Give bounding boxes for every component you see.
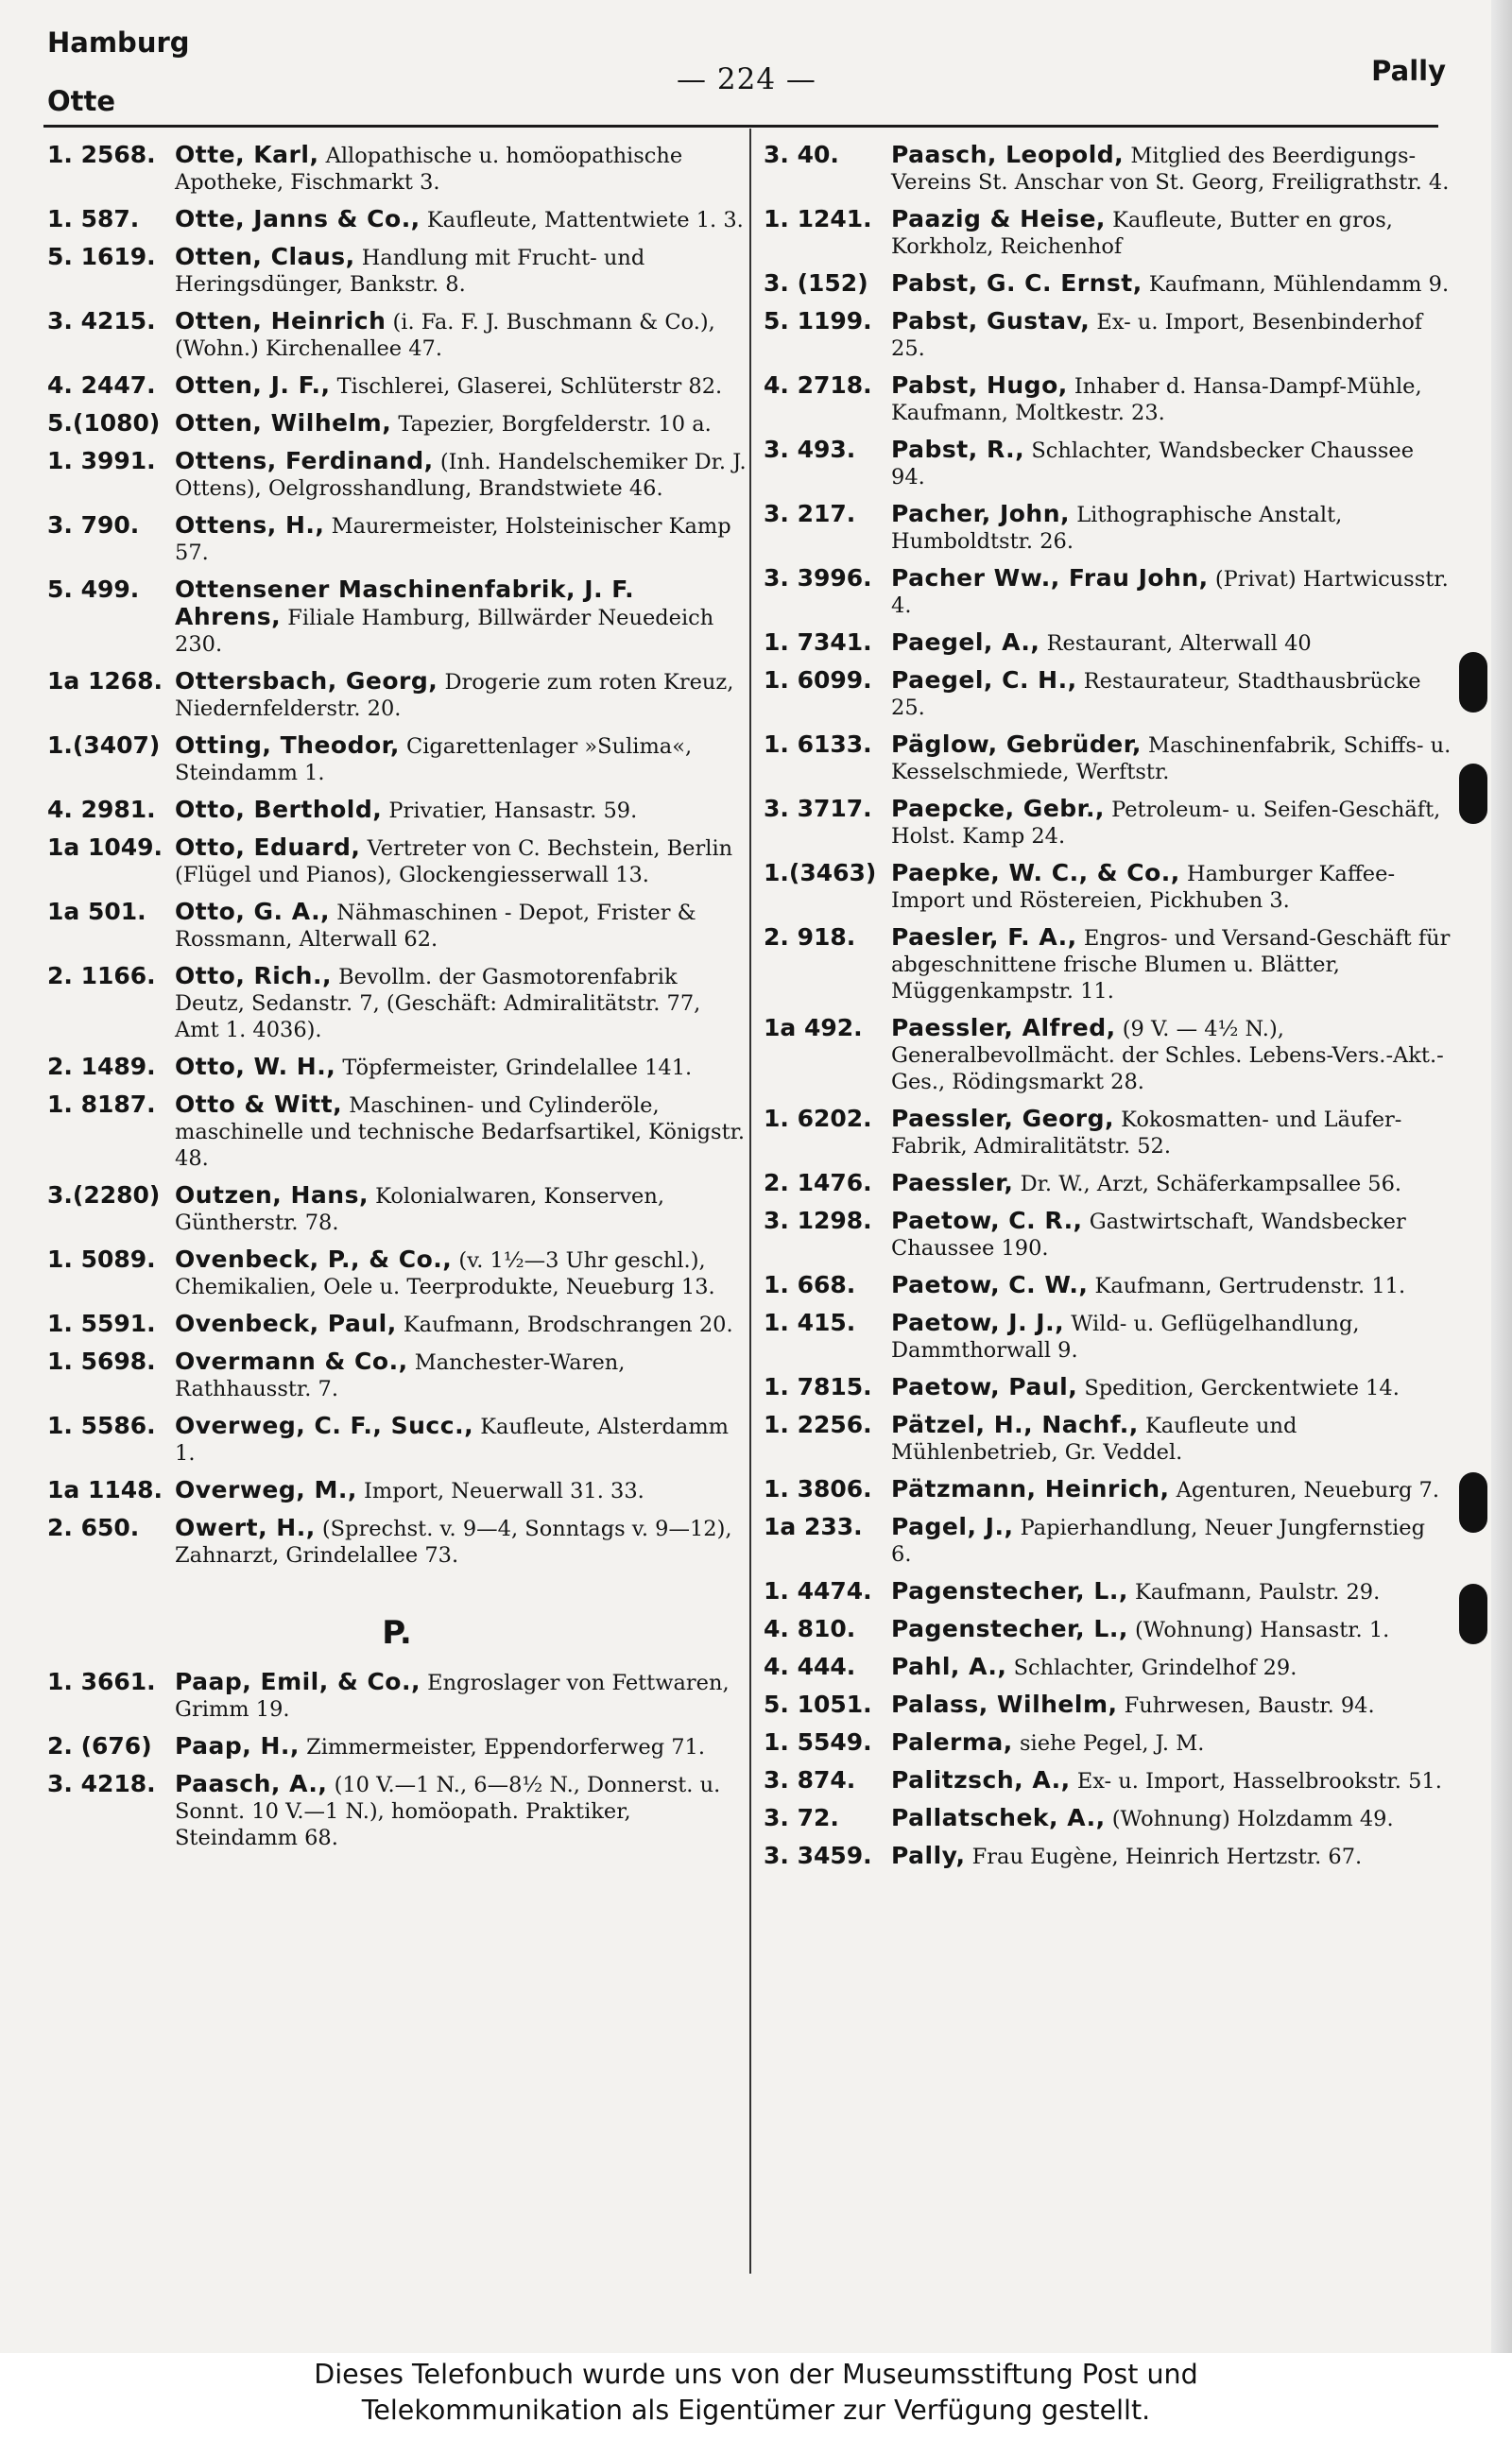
- directory-entry: [47, 206, 747, 233]
- subscriber-name: Paetow, Paul,: [891, 1373, 1078, 1400]
- subscriber-name: Paetow, C. R.,: [891, 1207, 1083, 1234]
- subscriber-name: Paap, Emil, & Co.,: [175, 1668, 421, 1695]
- phone-number: 5. 499.: [47, 575, 140, 603]
- directory-entry: [764, 1514, 1452, 1568]
- subscriber-details: (Inh. Handelschemiker Dr. J. Ottens), Oelgrosshandlung, Brandstwiete 46.: [175, 450, 747, 501]
- subscriber-details: Schlachter, Wandsbecker Chaussee 94.: [891, 438, 1415, 490]
- subscriber-name: Outzen, Hans,: [175, 1181, 369, 1209]
- directory-entry: [47, 308, 747, 362]
- directory-entry: [764, 731, 1452, 785]
- subscriber-details: Wild- u. Geflügelhandlung, Dammthorwall 9.: [891, 1312, 1360, 1363]
- subscriber-details: Kaufleute, Butter en gros, Korkholz, Reichenhof: [891, 208, 1393, 259]
- subscriber-name: Otten, Heinrich: [175, 307, 387, 335]
- subscriber-details: (9 V. — 4½ N.), Generalbevollmächt. der Schles. Lebens-Vers.-Akt.-Ges., Rödingsmarkt 28.: [891, 1017, 1444, 1094]
- subscriber-details: Tapezier, Borgfelderstr. 10 a.: [398, 412, 712, 437]
- subscriber-details: Spedition, Gerckentwiete 14.: [1084, 1376, 1400, 1400]
- phone-number: 5. 1051.: [764, 1691, 872, 1718]
- subscriber-name: Ottensener Maschinenfabrik, J. F. Ahrens,: [175, 575, 635, 630]
- directory-entry: [47, 448, 747, 502]
- directory-entry: [47, 1771, 747, 1851]
- phone-number: 1. 5586.: [47, 1412, 156, 1439]
- subscriber-name: Otting, Theodor,: [175, 731, 400, 759]
- subscriber-name: Pallatschek, A.,: [891, 1804, 1106, 1831]
- subscriber-details: Tischlerei, Glaserei, Schlüterstr 82.: [336, 374, 723, 399]
- subscriber-details: Kaufleute, Mattentwiete 1. 3.: [426, 208, 744, 232]
- column-divider: [749, 129, 751, 2274]
- subscriber-details: Fuhrwesen, Baustr. 94.: [1124, 1693, 1375, 1718]
- directory-entry: [47, 142, 747, 196]
- subscriber-name: Otto, W. H.,: [175, 1053, 336, 1080]
- directory-entry: [764, 860, 1452, 914]
- subscriber-name: Otte, Janns & Co.,: [175, 205, 421, 232]
- phone-number: 3. (152): [764, 269, 868, 297]
- phone-number: 2. 1489.: [47, 1053, 156, 1080]
- subscriber-details: Filiale Hamburg, Billwärder Neuedeich 230.: [175, 606, 714, 657]
- directory-entry: [764, 1412, 1452, 1466]
- subscriber-name: Paepcke, Gebr.,: [891, 795, 1105, 822]
- footer-line-1: Dieses Telefonbuch wurde uns von der Museumsstiftung Post und: [314, 2359, 1198, 2390]
- subscriber-details: Restaurant, Alterwall 40: [1046, 631, 1312, 656]
- directory-entry: [47, 1091, 747, 1172]
- phone-number: 1a 1148.: [47, 1476, 163, 1503]
- phone-number: 1. 668.: [764, 1271, 856, 1298]
- directory-entry: [47, 1669, 747, 1723]
- directory-entry: [764, 1843, 1452, 1870]
- phone-number: 1. 8187.: [47, 1091, 156, 1118]
- subscriber-details: Hamburger Kaffee-Import und Röstereien, Pickhuben 3.: [891, 862, 1396, 913]
- phone-number: 1. 1241.: [764, 205, 872, 232]
- phone-number: 1. 3991.: [47, 447, 156, 474]
- subscriber-details: Inhaber d. Hansa-Dampf-Mühle, Kaufmann, Moltkestr. 23.: [891, 374, 1422, 425]
- phone-number: 3.(2280): [47, 1181, 161, 1209]
- phone-number: 1a 233.: [764, 1513, 863, 1540]
- subscriber-name: Paesler, F. A.,: [891, 923, 1077, 951]
- phone-number: 1. 5591.: [47, 1310, 156, 1337]
- subscriber-details: Maschinen- und Cylinderöle, maschinelle und technische Bedarfsartikel, Königstr. 48.: [175, 1093, 746, 1171]
- archive-footer: [0, 2353, 1512, 2439]
- directory-entry: [764, 565, 1452, 619]
- subscriber-name: Paap, H.,: [175, 1732, 300, 1760]
- phone-number: 3. 493.: [764, 436, 856, 463]
- phone-number: 1. 5698.: [47, 1348, 156, 1375]
- right-entries: [764, 142, 1452, 1870]
- directory-entry: [47, 372, 747, 400]
- subscriber-name: Paasch, A.,: [175, 1770, 328, 1797]
- phone-number: 3. 1298.: [764, 1207, 872, 1234]
- directory-entry: [47, 732, 747, 786]
- phone-number: 3. 3996.: [764, 564, 872, 592]
- directory-entry: [764, 796, 1452, 850]
- subscriber-name: Pabst, G. C. Ernst,: [891, 269, 1143, 297]
- subscriber-details: Ex- u. Import, Besenbinderhof 25.: [891, 310, 1423, 361]
- subscriber-name: Owert, H.,: [175, 1514, 316, 1541]
- subscriber-details: Agenturen, Neueburg 7.: [1176, 1478, 1439, 1503]
- subscriber-name: Paessler,: [891, 1169, 1014, 1196]
- subscriber-details: Maschinenfabrik, Schiffs- u. Kesselschmiede, Werftstr.: [891, 733, 1452, 784]
- phone-number: 1. 6133.: [764, 730, 872, 758]
- subscriber-details: Kaufleute und Mühlenbetrieb, Gr. Veddel.: [891, 1414, 1297, 1465]
- phone-number: 2. 1166.: [47, 962, 156, 989]
- subscriber-details: Gastwirtschaft, Wandsbecker Chaussee 190.: [891, 1210, 1406, 1261]
- directory-entry: [764, 1805, 1452, 1832]
- directory-entry: [47, 963, 747, 1043]
- subscriber-details: Frau Eugène, Heinrich Hertzstr. 67.: [971, 1845, 1363, 1869]
- subscriber-name: Overweg, M.,: [175, 1476, 357, 1503]
- directory-entry: [764, 206, 1452, 260]
- subscriber-name: Pabst, Hugo,: [891, 371, 1068, 399]
- directory-entry: [764, 270, 1452, 298]
- subscriber-details: Cigarettenlager »Sulima«, Steindamm 1.: [175, 734, 693, 785]
- phone-number: 2. 650.: [47, 1514, 140, 1541]
- directory-entry: [764, 1654, 1452, 1681]
- subscriber-name: Pacher, John,: [891, 500, 1071, 527]
- directory-entry: [764, 1578, 1452, 1606]
- right-column: [764, 142, 1452, 1881]
- subscriber-name: Ovenbeck, P., & Co.,: [175, 1245, 453, 1273]
- subscriber-details: Papierhandlung, Neuer Jungfernstieg 6.: [891, 1516, 1426, 1567]
- subscriber-name: Pacher Ww., Frau John,: [891, 564, 1209, 592]
- subscriber-name: Pabst, Gustav,: [891, 307, 1091, 335]
- subscriber-name: Ovenbeck, Paul,: [175, 1310, 397, 1337]
- range-end: Pally: [1371, 55, 1446, 87]
- directory-entry: [764, 1015, 1452, 1095]
- subscriber-details: Engros- und Versand-Geschäft für abgeschnittene frische Blumen u. Blätter, Müggenkampstr. 11.: [891, 926, 1451, 1004]
- subscriber-details: Mitglied des Beerdigungs-Vereins St. Anschar von St. Georg, Freiligrathstr. 4.: [891, 144, 1450, 195]
- directory-entry: [764, 1374, 1452, 1401]
- subscriber-name: Pagenstecher, L.,: [891, 1577, 1128, 1605]
- phone-number: 3. 790.: [47, 511, 140, 539]
- phone-number: 2. (676): [47, 1732, 152, 1760]
- subscriber-details: (Wohnung) Holzdamm 49.: [1111, 1807, 1394, 1831]
- binding-hole: [1459, 1584, 1487, 1644]
- phone-number: 1. 3661.: [47, 1668, 156, 1695]
- subscriber-name: Paetow, J. J.,: [891, 1309, 1065, 1336]
- subscriber-name: Paepke, W. C., & Co.,: [891, 859, 1180, 886]
- phone-number: 3. 72.: [764, 1804, 839, 1831]
- subscriber-details: Privatier, Hansastr. 59.: [388, 799, 638, 823]
- directory-entry: [764, 1767, 1452, 1795]
- subscriber-name: Otto, Rich.,: [175, 962, 332, 989]
- directory-entry: [47, 512, 747, 566]
- directory-entry: [764, 1476, 1452, 1503]
- subscriber-name: Otten, J. F.,: [175, 371, 331, 399]
- phone-number: 4. 2718.: [764, 371, 872, 399]
- binding-hole: [1459, 1472, 1487, 1533]
- phone-number: 3. 874.: [764, 1766, 856, 1794]
- binding-hole: [1459, 652, 1487, 713]
- subscriber-details: Petroleum- u. Seifen-Geschäft, Holst. Kamp 24.: [891, 798, 1441, 849]
- subscriber-details: Handlung mit Frucht- und Heringsdünger, Bankstr. 8.: [175, 246, 645, 297]
- phone-number: 1. 3806.: [764, 1475, 872, 1503]
- phone-number: 5. 1199.: [764, 307, 872, 335]
- phone-number: 3. 3717.: [764, 795, 872, 822]
- directory-entry: [47, 899, 747, 953]
- phone-number: 1. 4474.: [764, 1577, 872, 1605]
- directory-entry: [764, 1170, 1452, 1197]
- directory-entry: [764, 1272, 1452, 1299]
- phone-number: 1. 6099.: [764, 666, 872, 694]
- subscriber-name: Pätzmann, Heinrich,: [891, 1475, 1170, 1503]
- binding-hole: [1459, 764, 1487, 824]
- subscriber-details: (i. Fa. F. J. Buschmann & Co.), (Wohn.) Kirchenallee 47.: [175, 310, 715, 361]
- header-left: [47, 26, 425, 117]
- subscriber-name: Paessler, Alfred,: [891, 1014, 1116, 1041]
- subscriber-name: Paessler, Georg,: [891, 1105, 1114, 1132]
- phone-number: 5.(1080): [47, 409, 161, 437]
- phone-number: 1. 2568.: [47, 141, 156, 168]
- directory-entry: [764, 1106, 1452, 1159]
- phone-number: 5. 1619.: [47, 243, 156, 270]
- subscriber-details: Kaufmann, Brodschrangen 20.: [403, 1313, 733, 1337]
- phone-number: 4. 444.: [764, 1653, 856, 1680]
- phone-number: 4. 2447.: [47, 371, 156, 399]
- subscriber-details: Schlachter, Grindelhof 29.: [1013, 1656, 1297, 1680]
- subscriber-details: (10 V.—1 N., 6—8½ N., Donnerst. u. Sonnt. 10 V.—1 N.), homöopath. Praktiker, Steindamm 68.: [175, 1773, 721, 1850]
- subscriber-name: Paegel, A.,: [891, 628, 1040, 656]
- section-heading: P.: [382, 1614, 412, 1652]
- directory-entry: [764, 924, 1452, 1005]
- directory-entry: [764, 372, 1452, 426]
- subscriber-name: Otto, Eduard,: [175, 833, 361, 861]
- subscriber-details: Import, Neuerwall 31. 33.: [364, 1479, 644, 1503]
- directory-entry: [764, 1692, 1452, 1719]
- subscriber-name: Overweg, C. F., Succ.,: [175, 1412, 474, 1439]
- phone-number: 1. 587.: [47, 205, 140, 232]
- directory-entry: [47, 244, 747, 298]
- subscriber-name: Pahl, A.,: [891, 1653, 1007, 1680]
- directory-entry: [764, 667, 1452, 721]
- page-number: — 224 —: [677, 62, 816, 96]
- phone-number: 1. 6202.: [764, 1105, 872, 1132]
- subscriber-name: Päglow, Gebrüder,: [891, 730, 1142, 758]
- subscriber-name: Paasch, Leopold,: [891, 141, 1125, 168]
- subscriber-details: Kaufmann, Paulstr. 29.: [1134, 1580, 1381, 1605]
- directory-entry: [764, 142, 1452, 196]
- directory-entry: [47, 1182, 747, 1236]
- left-entries: [47, 142, 747, 1569]
- phone-number: 1.(3463): [764, 859, 877, 886]
- range-start: Otte: [47, 85, 116, 117]
- subscriber-name: Pabst, R.,: [891, 436, 1025, 463]
- left-column: [47, 142, 747, 1862]
- phone-number: 3. 3459.: [764, 1842, 872, 1869]
- subscriber-details: Kaufmann, Mühlendamm 9.: [1148, 272, 1450, 297]
- subscriber-details: Vertreter von C. Bechstein, Berlin (Flügel und Pianos), Glockengiesserwall 13.: [175, 836, 733, 887]
- subscriber-details: Zimmermeister, Eppendorferweg 71.: [306, 1735, 706, 1760]
- phone-number: 1. 2256.: [764, 1411, 872, 1438]
- phone-number: 1.(3407): [47, 731, 161, 759]
- subscriber-name: Palass, Wilhelm,: [891, 1691, 1118, 1718]
- subscriber-details: Manchester-Waren, Rathhausstr. 7.: [175, 1350, 626, 1401]
- phone-number: 1. 5549.: [764, 1728, 872, 1756]
- directory-entry: [47, 1348, 747, 1402]
- phone-number: 3. 4218.: [47, 1770, 156, 1797]
- directory-entry: [47, 1733, 747, 1761]
- header-rule: [43, 125, 1438, 128]
- subscriber-details: Lithographische Anstalt, Humboldtstr. 26.: [891, 503, 1343, 554]
- phone-number: 1a 1049.: [47, 833, 163, 861]
- footer-line-2: Telekommunikation als Eigentümer zur Verfügung gestellt.: [361, 2395, 1151, 2426]
- city-name: Hamburg: [47, 26, 190, 59]
- directory-entry: [764, 629, 1452, 657]
- subscriber-details: (Wohnung) Hansastr. 1.: [1134, 1618, 1390, 1642]
- subscriber-details: (v. 1½—3 Uhr geschl.), Chemikalien, Oele u. Teerprodukte, Neueburg 13.: [175, 1248, 715, 1299]
- phone-number: 1a 492.: [764, 1014, 863, 1041]
- directory-entry: [764, 1616, 1452, 1643]
- subscriber-details: Kolonialwaren, Konserven, Güntherstr. 78.: [175, 1184, 664, 1235]
- phone-number: 2. 918.: [764, 923, 856, 951]
- subscriber-name: Otte, Karl,: [175, 141, 319, 168]
- directory-entry: [47, 1246, 747, 1300]
- directory-entry: [47, 1413, 747, 1467]
- subscriber-details: Kaufmann, Gertrudenstr. 11.: [1094, 1274, 1406, 1298]
- subscriber-details: Engroslager von Fettwaren, Grimm 19.: [175, 1671, 730, 1722]
- subscriber-details: Ex- u. Import, Hasselbrookstr. 51.: [1076, 1769, 1442, 1794]
- subscriber-name: Paetow, C. W.,: [891, 1271, 1089, 1298]
- directory-entry: [47, 410, 747, 438]
- directory-entry: [47, 576, 747, 658]
- directory-entry: [764, 1208, 1452, 1262]
- phone-number: 4. 810.: [764, 1615, 856, 1642]
- directory-entry: [47, 1311, 747, 1338]
- phone-number: 3. 40.: [764, 141, 839, 168]
- subscriber-details: Kaufleute, Alsterdamm 1.: [175, 1415, 730, 1466]
- subscriber-details: Drogerie zum roten Kreuz, Niedernfelderstr. 20.: [175, 670, 734, 721]
- subscriber-details: Restaurateur, Stadthausbrücke 25.: [891, 669, 1421, 720]
- subscriber-details: siehe Pegel, J. M.: [1019, 1731, 1205, 1756]
- subscriber-name: Ottens, Ferdinand,: [175, 447, 434, 474]
- subscriber-name: Pagel, J.,: [891, 1513, 1014, 1540]
- subscriber-name: Otten, Claus,: [175, 243, 355, 270]
- subscriber-name: Paegel, C. H.,: [891, 666, 1077, 694]
- phone-number: 3. 217.: [764, 500, 856, 527]
- subscriber-name: Pally,: [891, 1842, 966, 1869]
- directory-entry: [47, 797, 747, 824]
- directory-entry: [764, 1729, 1452, 1757]
- directory-entry: [47, 668, 747, 722]
- phone-number: 1. 5089.: [47, 1245, 156, 1273]
- phone-number: 1. 7341.: [764, 628, 872, 656]
- phone-number: 4. 2981.: [47, 796, 156, 823]
- subscriber-details: Nähmaschinen - Depot, Frister & Rossmann, Alterwall 62.: [175, 901, 696, 952]
- subscriber-name: Palerma,: [891, 1728, 1013, 1756]
- subscriber-details: Allopathische u. homöopathische Apotheke, Fischmarkt 3.: [175, 144, 683, 195]
- directory-entry: [764, 437, 1452, 490]
- directory-entry: [47, 1054, 747, 1081]
- directory-entry: [764, 1310, 1452, 1364]
- subscriber-details: (Privat) Hartwicusstr. 4.: [891, 567, 1449, 618]
- subscriber-name: Pagenstecher, L.,: [891, 1615, 1128, 1642]
- subscriber-details: (Sprechst. v. 9—4, Sonntags v. 9—12), Zahnarzt, Grindelallee 73.: [175, 1517, 732, 1568]
- subscriber-name: Ottens, H.,: [175, 511, 325, 539]
- subscriber-details: Töpfermeister, Grindelallee 141.: [342, 1056, 693, 1080]
- subscriber-name: Overmann & Co.,: [175, 1348, 408, 1375]
- subscriber-name: Otten, Wilhelm,: [175, 409, 392, 437]
- directory-entry: [47, 1515, 747, 1569]
- subscriber-name: Paazig & Heise,: [891, 205, 1106, 232]
- phone-number: 2. 1476.: [764, 1169, 872, 1196]
- subscriber-name: Pätzel, H., Nachf.,: [891, 1411, 1139, 1438]
- subscriber-name: Otto, G. A.,: [175, 898, 331, 925]
- page-edge: [1491, 0, 1512, 2353]
- directory-entry: [764, 308, 1452, 362]
- subscriber-details: Kokosmatten- und Läufer-Fabrik, Admiralitätstr. 52.: [891, 1108, 1402, 1159]
- subscriber-name: Palitzsch, A.,: [891, 1766, 1071, 1794]
- subscriber-details: Maurermeister, Holsteinischer Kamp 57.: [175, 514, 731, 565]
- phone-number: 3. 4215.: [47, 307, 156, 335]
- subscriber-name: Otto, Berthold,: [175, 796, 383, 823]
- phone-number: 1. 7815.: [764, 1373, 872, 1400]
- subscriber-details: Bevollm. der Gasmotorenfabrik Deutz, Sedanstr. 7, (Geschäft: Admiralitätstr. 77, Amt 1. 4036).: [175, 965, 701, 1042]
- directory-entry: [47, 1477, 747, 1504]
- phone-number: 1a 501.: [47, 898, 146, 925]
- phone-number: 1. 415.: [764, 1309, 856, 1336]
- directory-entry: [47, 834, 747, 888]
- subscriber-details: Dr. W., Arzt, Schäferkampsallee 56.: [1020, 1172, 1402, 1196]
- subscriber-name: Ottersbach, Georg,: [175, 667, 438, 695]
- directory-entry: [764, 501, 1452, 555]
- phone-number: 1a 1268.: [47, 667, 163, 695]
- left-entries-p: [47, 1669, 747, 1851]
- subscriber-name: Otto & Witt,: [175, 1091, 343, 1118]
